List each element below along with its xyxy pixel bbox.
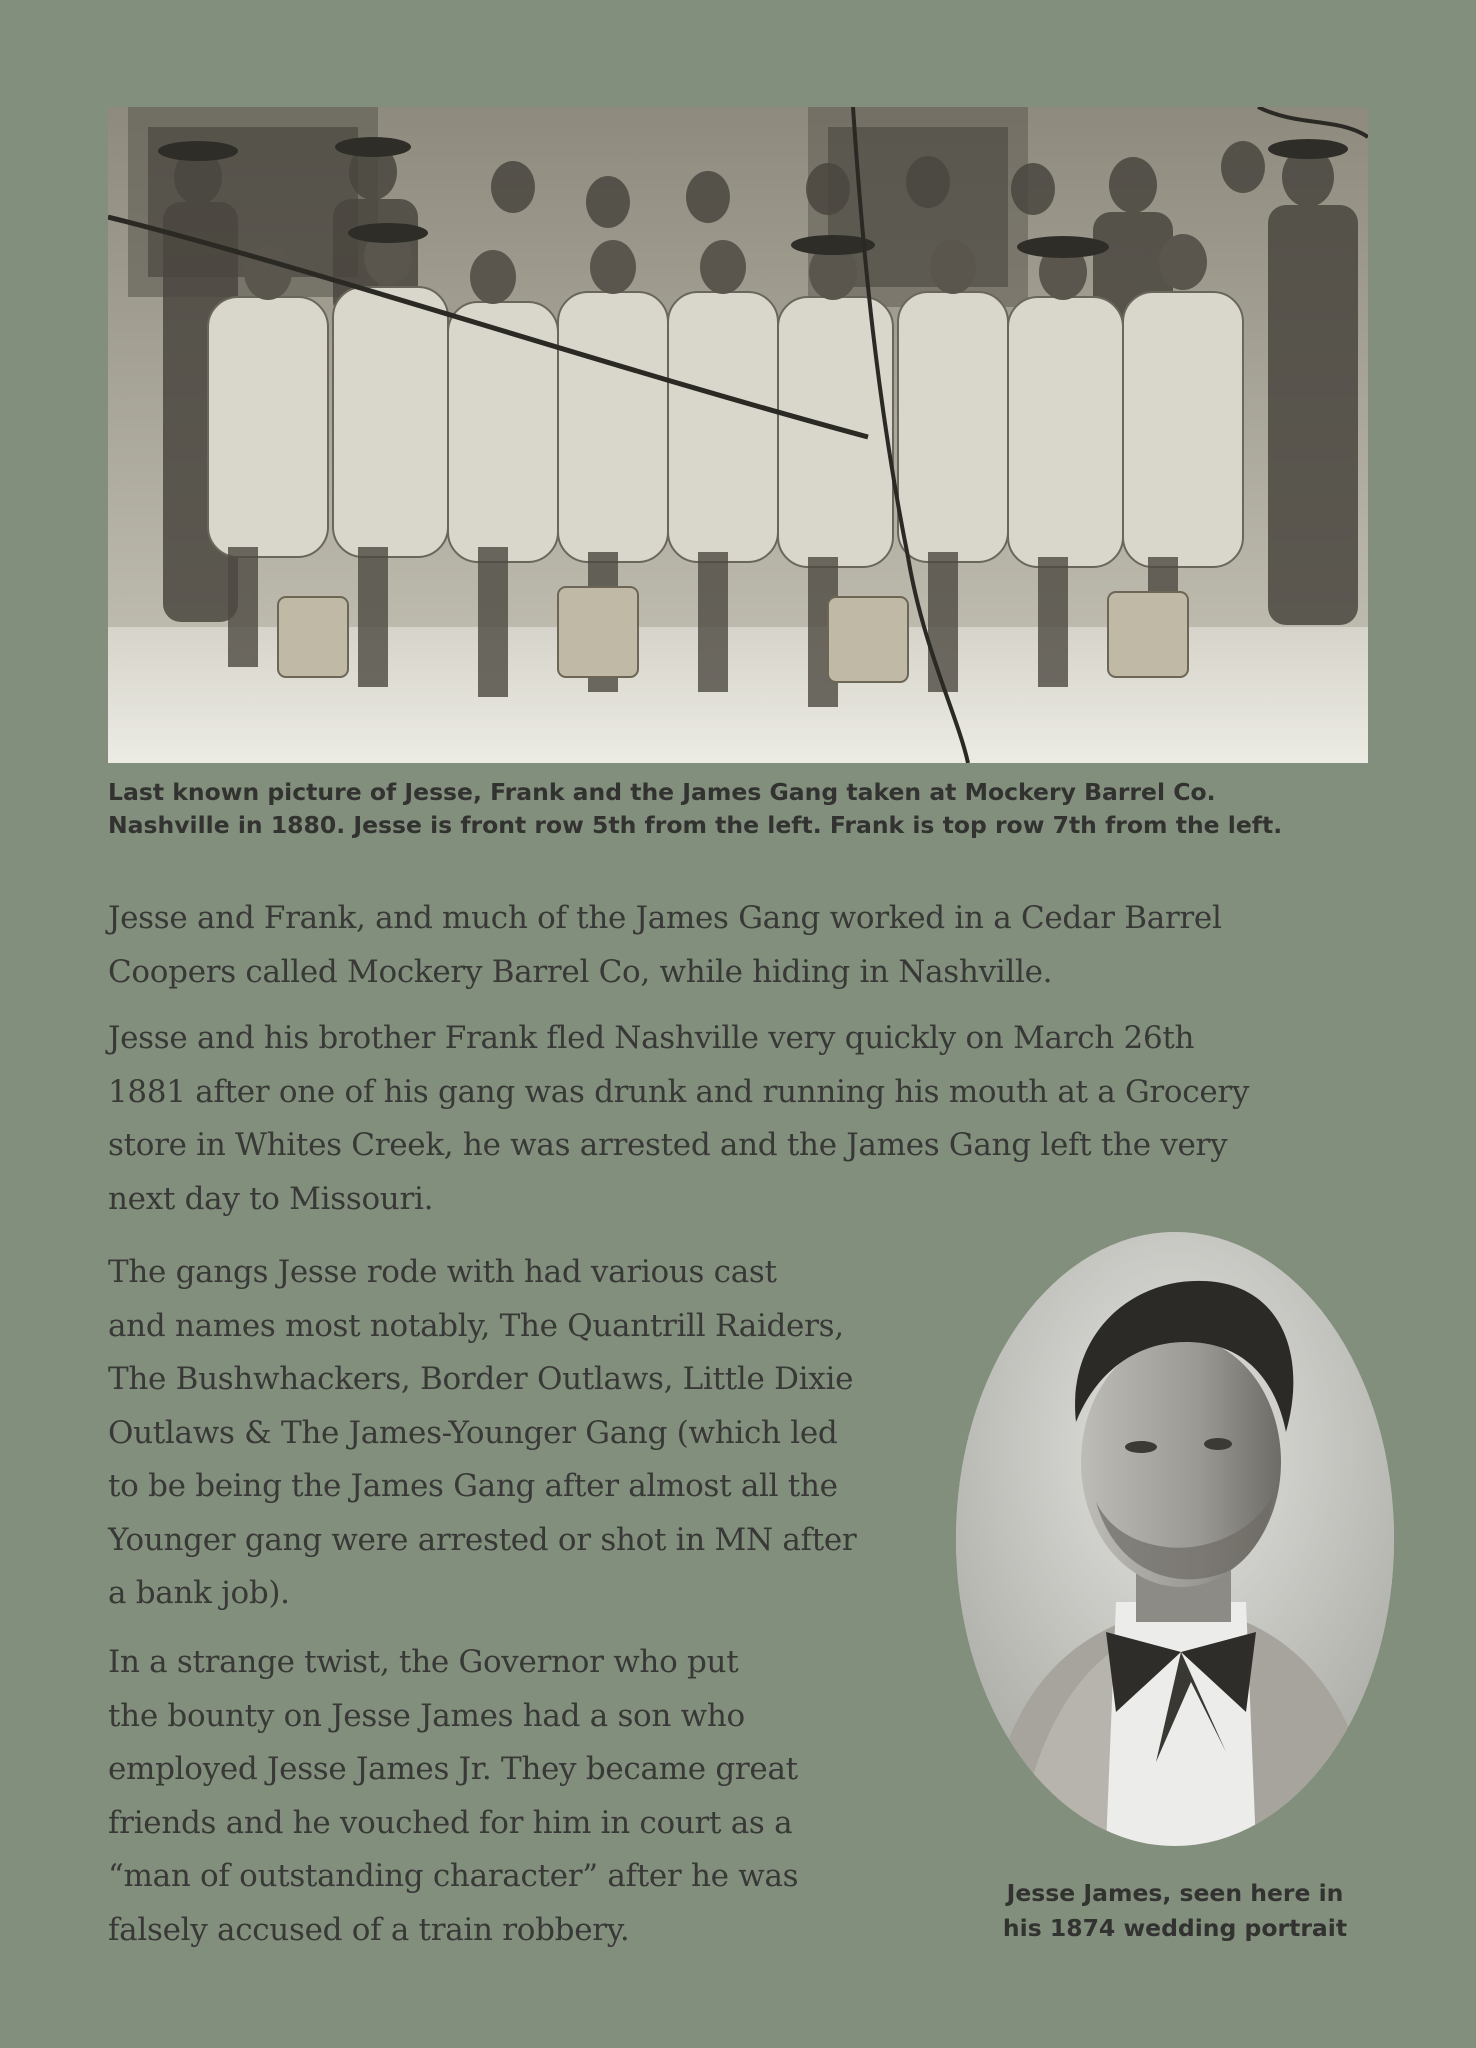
group-photograph (108, 107, 1368, 763)
text-line: employed Jesse James Jr. They became great (108, 1751, 798, 1787)
group-photo-caption-line: Last known picture of Jesse, Frank and the James Gang taken at Mockery Barrel Co. (108, 778, 1216, 806)
paragraph-fled-nashville (108, 1012, 1408, 1226)
text-line: Younger gang were arrested or shot in MN after (108, 1521, 857, 1558)
text-line: a bank job). (108, 1575, 290, 1611)
text-line: friends and he vouched for him in court as a (108, 1804, 793, 1841)
portrait-caption (940, 1876, 1410, 1946)
jesse-james-portrait (956, 1232, 1394, 1846)
text-line: Coopers called Mockery Barrel Co, while hiding in Nashville. (108, 953, 1053, 990)
group-photo-caption (108, 776, 1388, 842)
text-line: Jesse and his brother Frank fled Nashville very quickly on March 26th (108, 1020, 1195, 1056)
text-line: falsely accused of a train robbery. (108, 1911, 630, 1948)
text-line: next day to Missouri. (108, 1180, 434, 1217)
portrait-caption-line: Jesse James, seen here in (1006, 1879, 1344, 1907)
group-photo-image (108, 107, 1368, 763)
text-line: and names most notably, The Quantrill Raiders, (108, 1307, 844, 1344)
text-line: 1881 after one of his gang was drunk and running his mouth at a Grocery (108, 1073, 1250, 1110)
text-line: to be being the James Gang after almost all the (108, 1468, 838, 1504)
text-line: store in Whites Creek, he was arrested and the James Gang left the very (108, 1127, 1228, 1163)
paragraph-gangs (108, 1246, 948, 1621)
text-line: The Bushwhackers, Border Outlaws, Little Dixie (108, 1361, 854, 1397)
text-line: Jesse and Frank, and much of the James Gang worked in a Cedar Barrel (108, 900, 1222, 936)
portrait-caption-line: his 1874 wedding portrait (1002, 1914, 1348, 1942)
group-photo-caption-line: Nashville in 1880. Jesse is front row 5th from the left. Frank is top row 7th from the left. (108, 811, 1283, 839)
text-line: the bounty on Jesse James had a son who (108, 1697, 745, 1734)
text-line: “man of outstanding character” after he was (108, 1858, 799, 1894)
text-line: Outlaws & The James-Younger Gang (which led (108, 1414, 838, 1451)
paragraph-governor-twist (108, 1636, 948, 1957)
portrait-image (956, 1232, 1394, 1846)
text-line: In a strange twist, the Governor who put (108, 1644, 739, 1680)
paragraph-barrel-coopers (108, 892, 1408, 999)
text-line: The gangs Jesse rode with had various cast (108, 1254, 777, 1290)
